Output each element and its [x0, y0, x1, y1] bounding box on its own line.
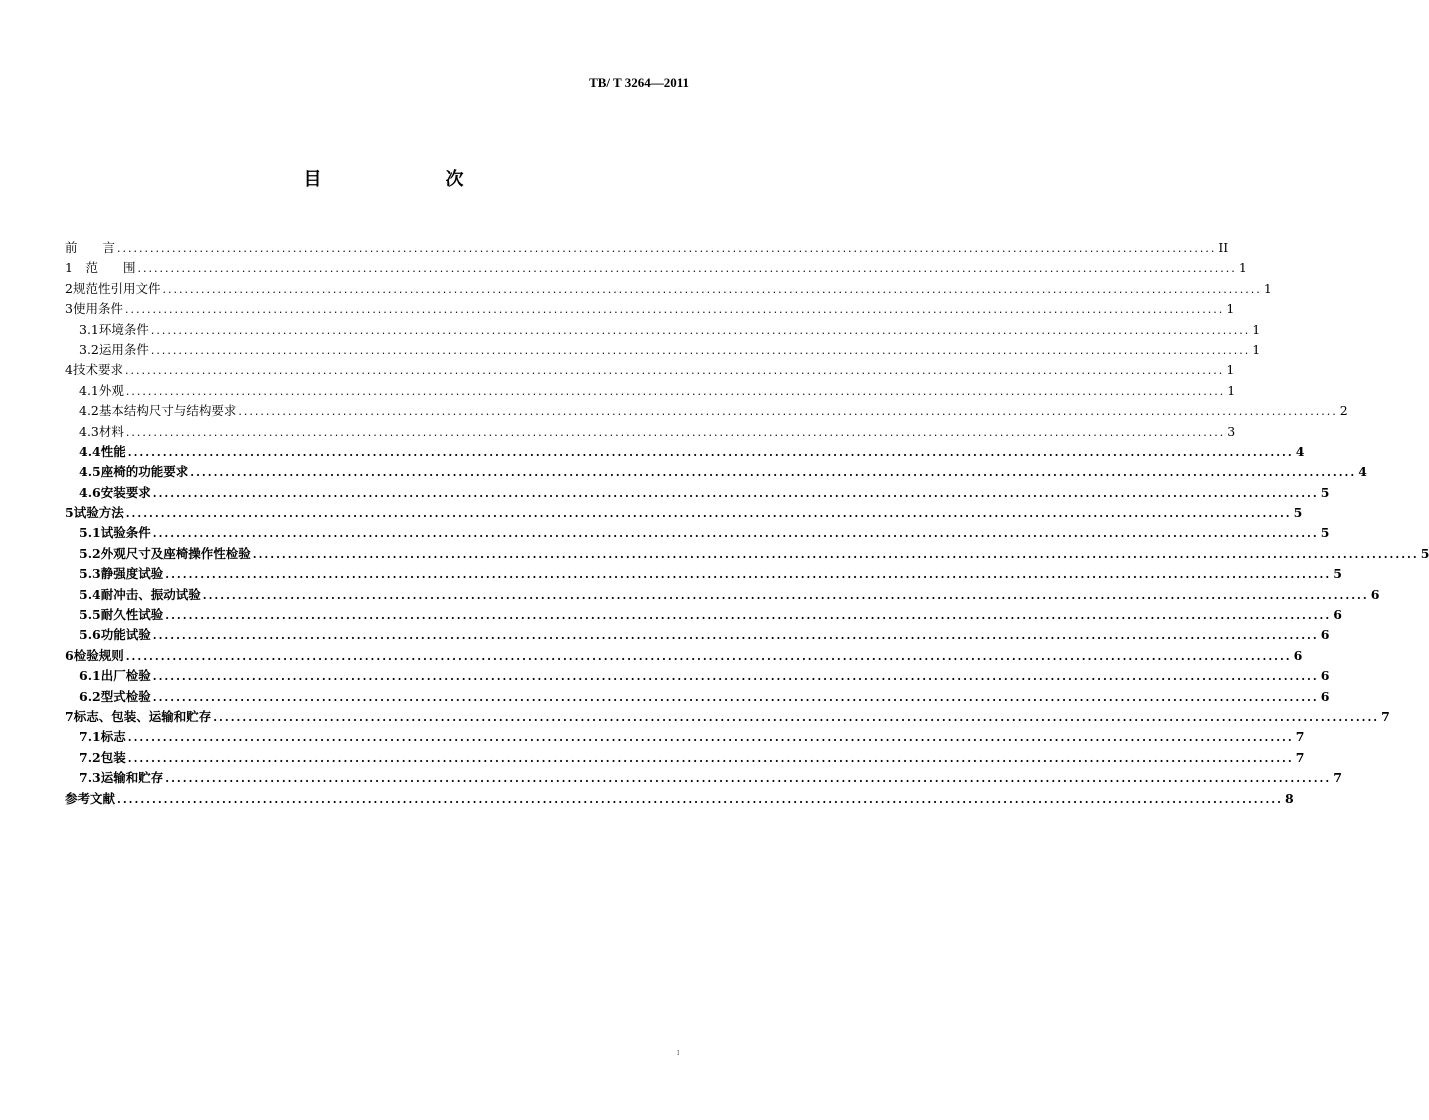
toc-entry-title: 试验条件 [100, 525, 151, 541]
toc-entry-number: 3.2 [79, 341, 99, 357]
toc-leader-dots: ........................................................................................................................................................................................................ [125, 507, 1292, 521]
toc-leader-dots: ........................................................................................................................................................................................................ [117, 792, 1283, 806]
toc-entry-page: 7 [1295, 749, 1305, 765]
toc-entry-number: 5.2 [79, 545, 101, 561]
toc-entry-title: 功能试验 [100, 627, 151, 643]
toc-leader-dots: ........................................................................................................................................................................................................ [152, 690, 1319, 704]
toc-leader-dots: ........................................................................................................................................................................................................ [202, 588, 1369, 602]
toc-entry-number: 7.3 [79, 770, 101, 786]
toc-entry-number: 4.1 [79, 382, 99, 398]
toc-entry-page: 4 [1358, 464, 1367, 480]
toc-entry-title: 安装要求 [100, 484, 151, 500]
toc-leader-dots: ........................................................................................................................................................................................................ [152, 670, 1319, 684]
toc-entry-page: 5 [1420, 545, 1429, 561]
toc-leader-dots: ........................................................................................................................................................................................................ [152, 527, 1319, 541]
toc-entry-page: 5 [1333, 566, 1342, 582]
toc-entry-page: II [1218, 240, 1229, 255]
toc-leader-dots: ........................................................................................................................................................................................................ [162, 282, 1262, 296]
toc-entry-number: 1 [65, 260, 73, 276]
toc-leader-dots: ........................................................................................................................................................................................................ [152, 629, 1319, 643]
toc-entry-page: 5 [1320, 525, 1330, 541]
toc-entry-page: 1 [1226, 301, 1235, 317]
toc-entry[interactable] [65, 360, 1235, 380]
toc-leader-dots: ........................................................................................................................................................................................................ [127, 731, 1294, 745]
toc-entry-title: 标志 [100, 729, 126, 745]
toc-leader-dots: ........................................................................................................................................................................................................ [137, 262, 1237, 276]
toc-entry-number: 5 [65, 505, 74, 521]
toc-entry[interactable] [65, 789, 1294, 809]
toc-entry-number: 6 [65, 647, 74, 663]
toc-entry[interactable] [65, 483, 1330, 503]
toc-entry-number: 4.5 [79, 464, 101, 480]
toc-leader-dots: ........................................................................................................................................................................................................ [127, 445, 1294, 459]
title-char-2: 次 [445, 169, 464, 190]
toc-entry-number: 3 [65, 301, 73, 317]
toc-entry-title: 耐冲击、振动试验 [100, 586, 201, 602]
toc-entry[interactable] [65, 340, 1261, 360]
toc-entry-number: 4.3 [79, 423, 99, 439]
toc-entry-page: 8 [1284, 790, 1294, 806]
toc-entry[interactable] [65, 625, 1330, 645]
toc-entry[interactable] [65, 279, 1272, 299]
toc-entry[interactable] [65, 666, 1330, 686]
toc-entry[interactable] [65, 564, 1342, 584]
toc-entry[interactable] [65, 646, 1303, 666]
toc-leader-dots: ........................................................................................................................................................................................................ [124, 303, 1225, 317]
toc-leader-dots: ........................................................................................................................................................................................................ [165, 772, 1332, 786]
toc-entry-title: 运输和贮存 [100, 770, 164, 786]
toc-entry-number: 5.5 [79, 607, 101, 623]
toc-entry[interactable] [65, 523, 1330, 543]
toc-entry-page: 5 [1320, 484, 1330, 500]
toc-entry-title: 外观 [98, 382, 124, 398]
toc-entry-number: 4 [65, 362, 73, 378]
toc-leader-dots: ........................................................................................................................................................................................................ [125, 384, 1226, 398]
toc-entry[interactable] [65, 462, 1367, 482]
standard-code: TB/ T 3264—2011 [589, 75, 689, 90]
toc-entry-title: 耐久性试验 [100, 607, 164, 623]
toc-entry-page: 5 [1293, 505, 1303, 521]
toc-entry-title: 前 言 [65, 240, 116, 255]
toc-leader-dots: ........................................................................................................................................................................................................ [150, 343, 1251, 357]
toc-entry-number: 7 [65, 708, 74, 724]
toc-entry-page: 1 [1227, 382, 1236, 398]
toc-entry[interactable] [65, 401, 1348, 421]
toc-entry-title: 静强度试验 [100, 566, 164, 582]
page-title [0, 165, 767, 191]
toc-entry-page: 6 [1293, 647, 1303, 663]
toc-leader-dots: ........................................................................................................................................................................................................ [152, 486, 1319, 500]
toc-entry-number: 7.1 [79, 729, 101, 745]
toc-entry[interactable] [65, 687, 1330, 707]
toc-entry[interactable] [65, 258, 1247, 278]
toc-entry-title: 检验规则 [73, 647, 124, 663]
toc-entry-title: 参考文献 [65, 790, 116, 806]
toc-entry-page: 6 [1320, 688, 1330, 704]
toc-entry-number: 4.2 [79, 403, 99, 419]
toc-entry-number: 2 [65, 280, 73, 296]
toc-entry[interactable] [65, 299, 1235, 319]
toc-leader-dots: ........................................................................................................................................................................................................ [165, 568, 1332, 582]
toc-entry-title: 材料 [98, 423, 124, 439]
toc-entry-page: 7 [1381, 708, 1390, 724]
toc-leader-dots: ........................................................................................................................................................................................................ [125, 649, 1292, 663]
toc-entry-page: 1 [1238, 260, 1247, 276]
toc-leader-dots: ........................................................................................................................................................................................................ [165, 609, 1332, 623]
toc-entry-number: 4.6 [79, 484, 101, 500]
toc-entry-page: 6 [1320, 627, 1330, 643]
toc-leader-dots: ........................................................................................................................................................................................................ [252, 547, 1419, 561]
toc-entry-title: 范 围 [72, 260, 136, 276]
toc-entry[interactable] [65, 422, 1236, 442]
toc-entry-page: 4 [1295, 443, 1305, 459]
toc-leader-dots: ........................................................................................................................................................................................................ [150, 323, 1251, 337]
page-number: I [677, 1050, 680, 1057]
toc-entry-page: 6 [1320, 668, 1330, 684]
toc-entry[interactable] [65, 238, 1229, 258]
toc-leader-dots: ........................................................................................................................................................................................................ [124, 364, 1225, 378]
toc-entry-number: 7.2 [79, 749, 101, 765]
toc-entry-number: 4.4 [79, 443, 101, 459]
toc-entry-title: 规范性引用文件 [72, 280, 161, 296]
toc-entry[interactable] [65, 605, 1342, 625]
toc-leader-dots: ........................................................................................................................................................................................................ [127, 751, 1294, 765]
toc-entry[interactable] [65, 707, 1390, 727]
toc-entry-title: 运用条件 [98, 341, 149, 357]
toc-entry-page: 1 [1252, 321, 1261, 337]
toc-entry-title: 包装 [100, 749, 126, 765]
toc-entry-number: 6.1 [79, 668, 101, 684]
toc-leader-dots: ........................................................................................................................................................................................................ [117, 242, 1217, 255]
toc-entry[interactable] [65, 768, 1342, 788]
title-char-1: 目 [303, 169, 322, 190]
toc-entry[interactable] [65, 381, 1236, 401]
toc-entry-page: 6 [1370, 586, 1380, 602]
toc-entry-page: 6 [1333, 607, 1342, 623]
toc-entry-title: 基本结构尺寸与结构要求 [98, 403, 237, 419]
toc-entry[interactable] [65, 544, 1429, 564]
toc-entry-title: 外观尺寸及座椅操作性检验 [100, 545, 251, 561]
toc-entry-number: 5.4 [79, 586, 101, 602]
toc-entry-page: 7 [1295, 729, 1305, 745]
toc-entry-number: 5.1 [79, 525, 101, 541]
toc-leader-dots: ........................................................................................................................................................................................................ [238, 405, 1338, 419]
toc-entry-number: 6.2 [79, 688, 101, 704]
toc-entry[interactable] [65, 320, 1261, 340]
toc-entry-number: 5.3 [79, 566, 101, 582]
toc-entry-number: 3.1 [79, 321, 99, 337]
toc-entry-page: 2 [1339, 403, 1348, 419]
toc-leader-dots: ........................................................................................................................................................................................................ [125, 425, 1226, 439]
toc-entry-page: 1 [1226, 362, 1235, 378]
toc-entry-title: 标志、包装、运输和贮存 [73, 708, 212, 724]
toc-entry-page: 1 [1252, 341, 1261, 357]
toc-entry-title: 技术要求 [72, 362, 123, 378]
toc-entry-title: 座椅的功能要求 [100, 464, 189, 480]
toc-entry-title: 性能 [100, 443, 126, 459]
toc-entry[interactable] [65, 503, 1303, 523]
toc-entry-title: 型式检验 [100, 688, 151, 704]
toc-entry-number: 5.6 [79, 627, 101, 643]
toc-entry-title: 使用条件 [72, 301, 123, 317]
toc-entry[interactable] [65, 748, 1305, 768]
toc-entry[interactable] [65, 585, 1380, 605]
table-of-contents [65, 238, 1429, 809]
toc-entry-page: 1 [1263, 280, 1272, 296]
toc-entry-title: 试验方法 [73, 505, 124, 521]
toc-leader-dots: ........................................................................................................................................................................................................ [213, 710, 1380, 724]
toc-entry-page: 3 [1227, 423, 1236, 439]
toc-leader-dots: ........................................................................................................................................................................................................ [190, 466, 1357, 480]
toc-entry[interactable] [65, 442, 1305, 462]
toc-entry[interactable] [65, 727, 1305, 747]
toc-entry-title: 环境条件 [98, 321, 149, 337]
toc-entry-title: 出厂检验 [100, 668, 151, 684]
toc-entry-page: 7 [1333, 770, 1342, 786]
